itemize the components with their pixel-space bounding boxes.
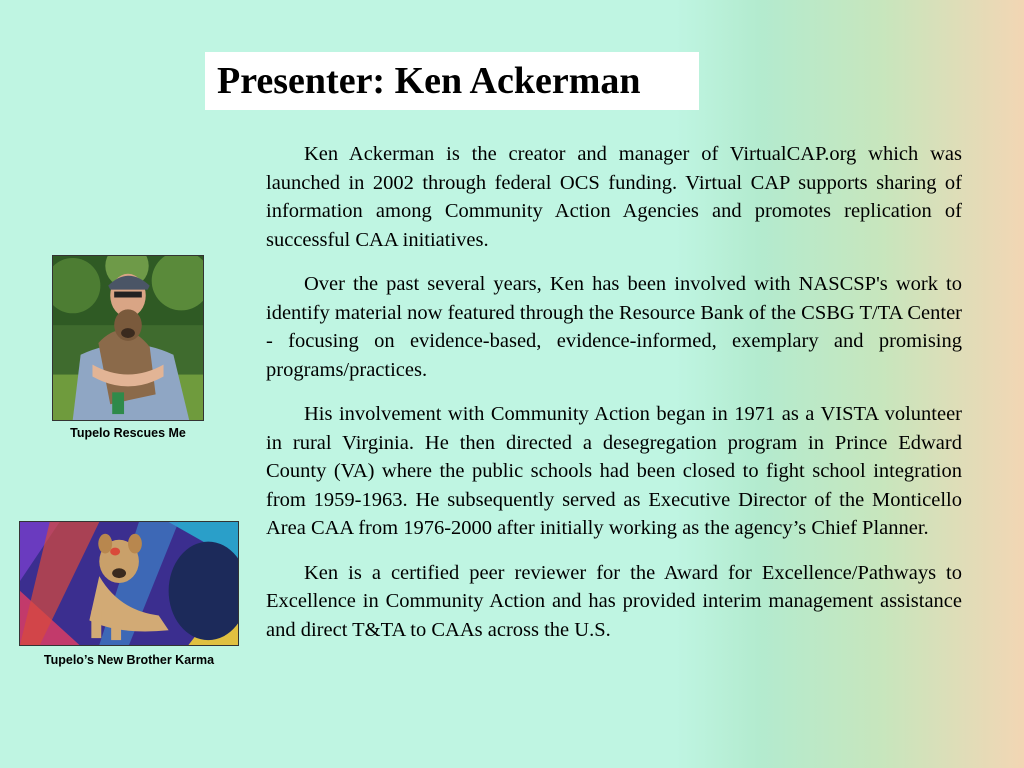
photo-caption: Tupelo’s New Brother Karma bbox=[43, 653, 215, 667]
photo-man-holding-dog bbox=[52, 255, 204, 421]
title-box bbox=[205, 52, 699, 110]
photo-caption: Tupelo Rescues Me bbox=[70, 426, 186, 440]
photo-puppy-on-blanket bbox=[19, 521, 239, 646]
bio-paragraph: Over the past several years, Ken has been involved with NASCSP's work to identify material now featured through the Resource Bank of the CSBG T/TA Center - focusing on evidence-based, evidence-informed, exemplary and promising programs/practices. bbox=[266, 273, 962, 381]
slide-title: Presenter: Ken Ackerman bbox=[217, 60, 641, 102]
bio-paragraph: Ken Ackerman is the creator and manager of VirtualCAP.org which was launched in 2002 through federal OCS funding. Virtual CAP supports sharing of information among Community Action Agencies and promotes replication of successful CAA initiatives. bbox=[266, 143, 962, 251]
bio-paragraph: His involvement with Community Action began in 1971 as a VISTA volunteer in rural Virginia. He then directed a desegregation program in Prince Edward County (VA) where the public schools had been closed to fight school integration from 1959-1963. He subsequently served as Executive Director of the Monticello Area CAA from 1976-2000 after initially working as the agency’s Chief Planner. bbox=[266, 403, 962, 539]
bio-text bbox=[266, 140, 962, 660]
bio-paragraph: Ken is a certified peer reviewer for the Award for Excellence/Pathways to Excellence in Community Action and has provided interim management assistance and direct T&TA to CAAs across the U.S. bbox=[266, 561, 962, 641]
